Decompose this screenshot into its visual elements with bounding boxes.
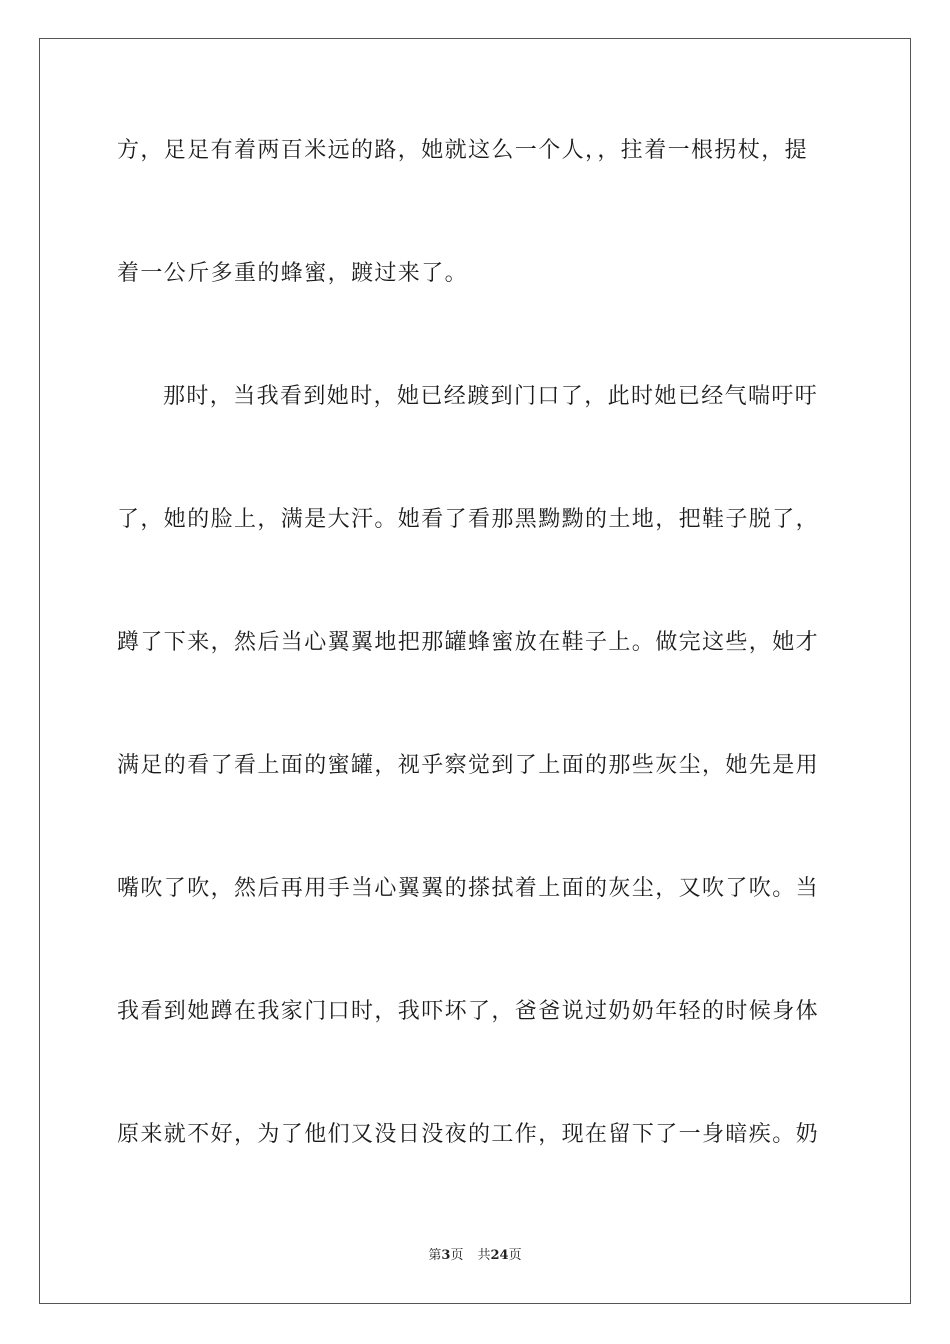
text-line: 了，她的脸上，满是大汗。她看了看那黑黝黝的土地，把鞋子脱了， bbox=[117, 507, 820, 532]
total-prefix: 共 bbox=[477, 1248, 491, 1263]
text-line: 方，足足有着两百米远的路，她就这么一个人，，拄着一根拐杖，提 bbox=[117, 138, 809, 163]
paragraph-first-line: 那时，当我看到她时，她已经踱到门口了，此时她已经气喘吁吁 bbox=[163, 384, 819, 409]
text-line: 着一公斤多重的蜂蜜，踱过来了。 bbox=[117, 261, 469, 286]
page-footer bbox=[0, 1247, 950, 1265]
page-prefix: 第 bbox=[428, 1248, 442, 1263]
text-line: 嘴吹了吹，然后再用手当心翼翼的搽拭着上面的灰尘，又吹了吹。当 bbox=[117, 876, 820, 901]
total-pages: 24 bbox=[490, 1248, 509, 1263]
text-line: 蹲了下来，然后当心翼翼地把那罐蜂蜜放在鞋子上。做完这些，她才 bbox=[117, 630, 820, 655]
text-line: 我看到她蹲在我家门口时，我吓坏了，爸爸说过奶奶年轻的时候身体 bbox=[117, 999, 820, 1024]
page-number: 3 bbox=[441, 1248, 451, 1263]
text-line: 原来就不好，为了他们又没日没夜的工作，现在留下了一身暗疾。奶 bbox=[117, 1122, 820, 1147]
total-suffix: 页 bbox=[508, 1248, 522, 1263]
text-line: 满足的看了看上面的蜜罐，视乎察觉到了上面的那些灰尘，她先是用 bbox=[117, 753, 820, 778]
page-suffix: 页 bbox=[450, 1248, 464, 1263]
page-border bbox=[39, 38, 911, 1304]
